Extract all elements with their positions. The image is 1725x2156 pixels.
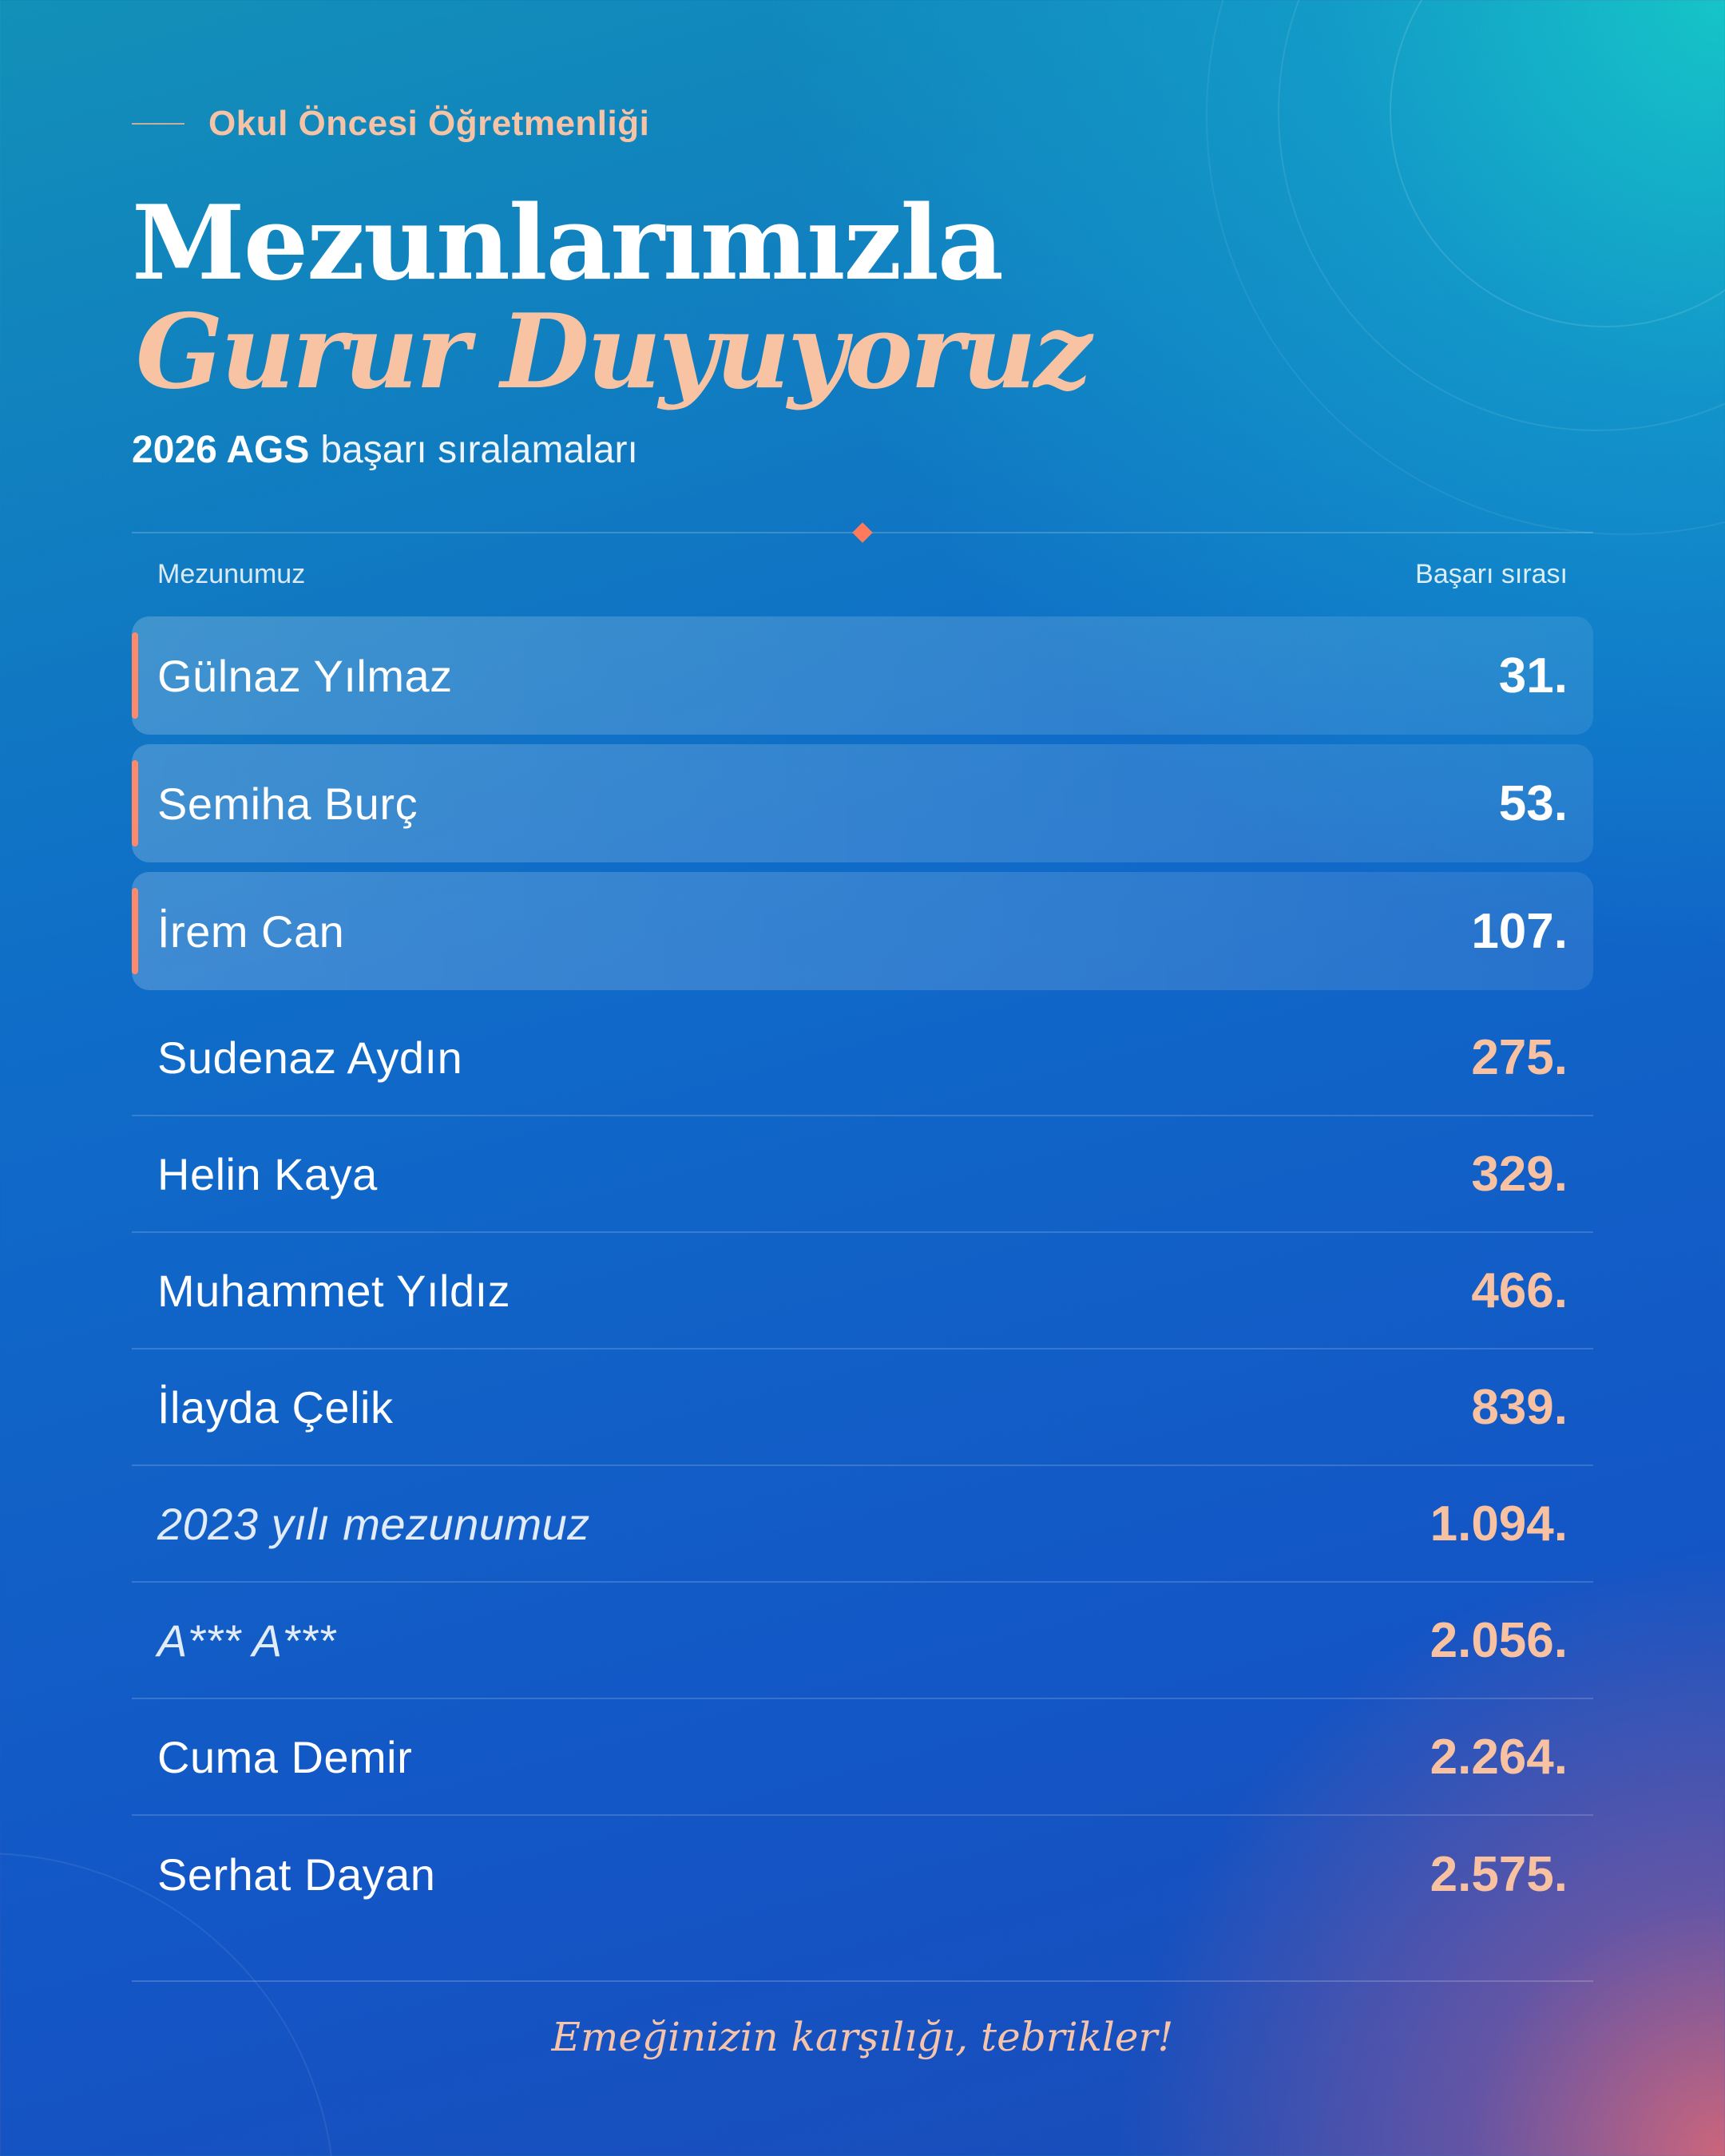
graduate-name: Serhat Dayan <box>157 1849 436 1900</box>
list-item <box>132 1583 1593 1699</box>
graduate-rank: 839. <box>1471 1379 1568 1435</box>
graduate-rank: 2.575. <box>1430 1846 1568 1902</box>
graduate-name: A*** A*** <box>157 1615 336 1666</box>
ranking-list <box>132 616 1593 1932</box>
graduate-name: Semiha Burç <box>157 778 418 829</box>
graduate-rank: 53. <box>1498 775 1568 831</box>
list-item <box>132 1116 1593 1233</box>
graduate-rank: 2.264. <box>1430 1729 1568 1785</box>
column-header-rank: Başarı sırası <box>1415 559 1568 589</box>
graduate-rank: 329. <box>1471 1146 1568 1202</box>
list-item <box>132 1816 1593 1932</box>
graduate-name: 2023 yılı mezunumuz <box>157 1498 590 1549</box>
list-item <box>132 872 1593 990</box>
subtitle-year: 2026 AGS <box>132 429 310 471</box>
eyebrow <box>132 104 649 144</box>
accent-bar <box>132 888 138 974</box>
graduate-name: Gülnaz Yılmaz <box>157 650 453 701</box>
graduate-name: Cuma Demir <box>157 1731 413 1782</box>
page-subtitle <box>132 428 638 472</box>
eyebrow-text: Okul Öncesi Öğretmenliği <box>208 104 650 143</box>
graduate-name: Sudenaz Aydın <box>157 1032 463 1083</box>
list-item <box>132 1466 1593 1583</box>
page-title: Mezunlarımızla <box>132 184 1002 303</box>
list-item <box>132 1349 1593 1466</box>
graduate-rank: 275. <box>1471 1029 1568 1085</box>
graduate-name: İrem Can <box>157 906 345 957</box>
footer-message: Emeğinizin karşılığı, tebrikler! <box>551 2014 1174 2060</box>
accent-bar <box>132 760 138 846</box>
graduate-rank: 466. <box>1471 1262 1568 1318</box>
graduate-rank: 31. <box>1498 648 1568 703</box>
graduate-name: Helin Kaya <box>157 1148 378 1199</box>
graduate-rank: 107. <box>1471 903 1568 959</box>
list-item <box>132 744 1593 862</box>
page-title-accent: Gurur Duyuyoruz <box>136 292 1090 412</box>
column-header-name: Mezunumuz <box>157 559 306 589</box>
list-item <box>132 616 1593 735</box>
eyebrow-rule <box>132 123 184 125</box>
graduate-name: Muhammet Yıldız <box>157 1265 511 1316</box>
graduate-rank: 2.056. <box>1430 1612 1568 1668</box>
graduate-name: İlayda Çelik <box>157 1381 394 1433</box>
subtitle-text: başarı sıralamaları <box>320 429 638 471</box>
graduate-rank: 1.094. <box>1430 1496 1568 1552</box>
diamond-icon <box>852 522 872 542</box>
footer-divider <box>132 1980 1593 1982</box>
list-item <box>132 1699 1593 1816</box>
list-item <box>132 1000 1593 1116</box>
list-item <box>132 1233 1593 1349</box>
accent-bar <box>132 632 138 719</box>
